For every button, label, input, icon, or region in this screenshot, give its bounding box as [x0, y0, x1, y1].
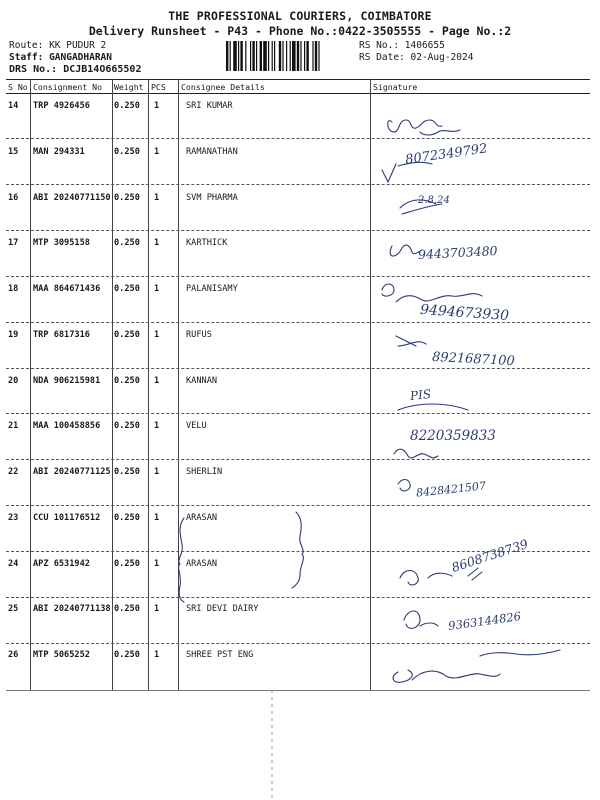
- signature-scribble: [400, 571, 452, 585]
- barcode-bar: [286, 41, 287, 71]
- header-bottom-rule: [6, 93, 590, 94]
- barcode-bar: [252, 41, 254, 71]
- row-consignee: SHREE PST ENG: [186, 650, 254, 660]
- barcode-bar: [230, 41, 231, 71]
- barcode-bar: [238, 41, 239, 71]
- row-consignment: APZ 6531942: [33, 559, 90, 569]
- row-sno: 16: [8, 193, 19, 203]
- row-pcs: 1: [154, 284, 160, 294]
- handwritten-phone: 8072349792: [404, 141, 489, 168]
- col-divider-2: [112, 79, 113, 691]
- row-consignment: NDA 906215981: [33, 376, 101, 386]
- row-consignee: RAMANATHAN: [186, 147, 238, 157]
- row-divider: [6, 597, 590, 598]
- row-sno: 20: [8, 376, 19, 386]
- route-line: Route: KK PUDUR 2: [9, 40, 107, 51]
- row-divider: [6, 276, 590, 277]
- barcode-bar: [279, 41, 281, 71]
- handwritten-date: 2.8.24: [418, 195, 450, 206]
- signature-scribble: [404, 611, 438, 628]
- handwritten-phone: 8220359833: [410, 428, 496, 444]
- row-consignee: KANNAN: [186, 376, 218, 386]
- handwritten-phone: 8608738739: [449, 536, 530, 575]
- row-divider: [6, 413, 590, 414]
- signature-scribble: [382, 284, 482, 302]
- row-weight: 0.250: [114, 421, 140, 431]
- staff-value: GANGADHARAN: [49, 52, 112, 63]
- row-weight: 0.250: [114, 467, 140, 477]
- signature-scribble: [398, 480, 410, 491]
- row-consignment: MAN 294331: [33, 147, 85, 157]
- row-pcs: 1: [154, 467, 160, 477]
- row-weight: 0.250: [114, 193, 140, 203]
- barcode-bar: [315, 41, 317, 71]
- row-consignee: ARASAN: [186, 559, 218, 569]
- route-staff-block: [9, 40, 141, 76]
- rs-block: [359, 40, 473, 64]
- row-consignment: TRP 6817316: [33, 330, 90, 340]
- row-consignee: KARTHICK: [186, 238, 228, 248]
- rs-date-value: 02-Aug-2024: [410, 52, 474, 63]
- row-weight: 0.250: [114, 101, 140, 111]
- row-sno: 25: [8, 604, 19, 614]
- strike-mark: [468, 568, 482, 580]
- col-header-signature: Signature: [373, 82, 418, 92]
- row-divider: [6, 643, 590, 644]
- row-weight: 0.250: [114, 284, 140, 294]
- barcode-bar: [263, 41, 267, 71]
- handwritten-phone: 8921687100: [431, 349, 516, 370]
- row-pcs: 1: [154, 421, 160, 431]
- header-top-rule: [6, 79, 590, 80]
- row-weight: 0.250: [114, 330, 140, 340]
- route-value: KK PUDUR 2: [49, 40, 107, 51]
- row-sno: 15: [8, 147, 19, 157]
- barcode-bar: [292, 41, 296, 71]
- row-weight: 0.250: [114, 604, 140, 614]
- row-consignee: SRI DEVI DAIRY: [186, 604, 259, 614]
- row-consignment: ABI 20240771125: [33, 467, 111, 477]
- handwritten-phone: 9443703480: [417, 242, 498, 263]
- barcode-bar: [318, 41, 319, 71]
- signature-scribble: [394, 449, 438, 458]
- row-consignment: MTP 5065252: [33, 650, 90, 660]
- row-consignment: MAA 864671436: [33, 284, 101, 294]
- col-header-consignment: Consignment No: [33, 82, 103, 92]
- row-weight: 0.250: [114, 513, 140, 523]
- signature-scribble: [398, 404, 468, 410]
- row-pcs: 1: [154, 101, 160, 111]
- handwritten-phone: 9363144826: [447, 608, 522, 634]
- row-weight: 0.250: [114, 238, 140, 248]
- handwritten-phone: 8428421507: [415, 479, 487, 500]
- row-pcs: 1: [154, 376, 160, 386]
- handwritten-phone: 9494673930: [419, 301, 510, 325]
- paper-fold-mark: [271, 690, 273, 800]
- row-weight: 0.250: [114, 147, 140, 157]
- drs-line: DRS No.: DCJB14O665502: [9, 64, 142, 75]
- rs-no-line: RS No.: 1406655: [359, 40, 445, 51]
- barcode-bar: [245, 41, 246, 71]
- signature-scribble: [480, 650, 560, 656]
- row-divider: [6, 230, 590, 231]
- row-consignment: MTP 3095158: [33, 238, 90, 248]
- barcode-bar: [233, 41, 237, 71]
- barcode-bar: [290, 41, 291, 71]
- row-pcs: 1: [154, 650, 160, 660]
- col-divider-1: [30, 79, 31, 691]
- barcode-bar: [274, 41, 275, 71]
- row-sno: 21: [8, 421, 19, 431]
- row-consignee: SHERLIN: [186, 467, 223, 477]
- row-consignee: VELU: [186, 421, 207, 431]
- barcode-bar: [260, 41, 262, 71]
- row-divider: [6, 459, 590, 460]
- col-header-pcs: PCS: [151, 82, 166, 92]
- row-sno: 19: [8, 330, 19, 340]
- barcode-bar: [300, 41, 301, 71]
- signature-scribble: [396, 336, 426, 346]
- company-title: THE PROFESSIONAL COURIERS, COIMBATORE: [168, 9, 432, 23]
- handwritten-mark: PIS: [409, 386, 432, 404]
- row-pcs: 1: [154, 513, 160, 523]
- row-consignee: RUFUS: [186, 330, 212, 340]
- col-divider-5: [370, 79, 371, 691]
- col-header-weight: Weight: [114, 82, 144, 92]
- col-header-consignee: Consignee Details: [181, 82, 265, 92]
- row-pcs: 1: [154, 147, 160, 157]
- row-pcs: 1: [154, 238, 160, 248]
- col-divider-4: [178, 79, 179, 691]
- row-weight: 0.250: [114, 650, 140, 660]
- row-consignee: PALANISAMY: [186, 284, 238, 294]
- bracket-23-24: [292, 512, 303, 588]
- row-sno: 26: [8, 650, 19, 660]
- drs-value: DCJB14O665502: [63, 64, 142, 75]
- row-sno: 18: [8, 284, 19, 294]
- row-pcs: 1: [154, 559, 160, 569]
- staff-line: Staff: GANGADHARAN: [9, 52, 112, 63]
- row-sno: 22: [8, 467, 19, 477]
- row-weight: 0.250: [114, 559, 140, 569]
- barcode-bar: [272, 41, 273, 71]
- row-pcs: 1: [154, 330, 160, 340]
- rs-date-line: RS Date: 02-Aug-2024: [359, 52, 474, 63]
- rs-no-value: 1406655: [404, 40, 445, 51]
- barcode-bar: [304, 41, 305, 71]
- signature-scribble: [388, 120, 460, 135]
- bracket-23-24: [179, 518, 184, 602]
- barcode-bar: [297, 41, 299, 71]
- runsheet-title: Delivery Runsheet - P43 - Phone No.:0422-3505555 - Page No.:2: [88, 24, 512, 38]
- col-header-sno: S No: [8, 82, 28, 92]
- row-weight: 0.250: [114, 376, 140, 386]
- row-pcs: 1: [154, 193, 160, 203]
- barcode-bar: [256, 41, 257, 71]
- col-divider-3: [148, 79, 149, 691]
- barcode: [226, 41, 353, 71]
- row-sno: 24: [8, 559, 19, 569]
- barcode-bar: [282, 41, 283, 71]
- row-consignee: SRI KUMAR: [186, 101, 233, 111]
- barcode-bar: [240, 41, 242, 71]
- row-consignment: ABI 20240771150: [33, 193, 111, 203]
- row-divider: [6, 184, 590, 185]
- barcode-bar: [226, 41, 228, 71]
- signature-scribble: [393, 670, 500, 682]
- barcode-bar: [306, 41, 308, 71]
- row-divider: [6, 138, 590, 139]
- row-consignee: SVM PHARMA: [186, 193, 238, 203]
- row-consignment: ABI 20240771138: [33, 604, 111, 614]
- row-consignment: TRP 4926456: [33, 101, 90, 111]
- row-sno: 23: [8, 513, 19, 523]
- table-bottom-rule: [6, 690, 590, 691]
- row-consignee: ARASAN: [186, 513, 218, 523]
- row-sno: 14: [8, 101, 19, 111]
- row-sno: 17: [8, 238, 19, 248]
- row-divider: [6, 505, 590, 506]
- row-pcs: 1: [154, 604, 160, 614]
- row-consignment: CCU 101176512: [33, 513, 101, 523]
- row-consignment: MAA 100458856: [33, 421, 101, 431]
- barcode-bar: [312, 41, 313, 71]
- barcode-bar: [250, 41, 251, 71]
- barcode-bar: [268, 41, 269, 71]
